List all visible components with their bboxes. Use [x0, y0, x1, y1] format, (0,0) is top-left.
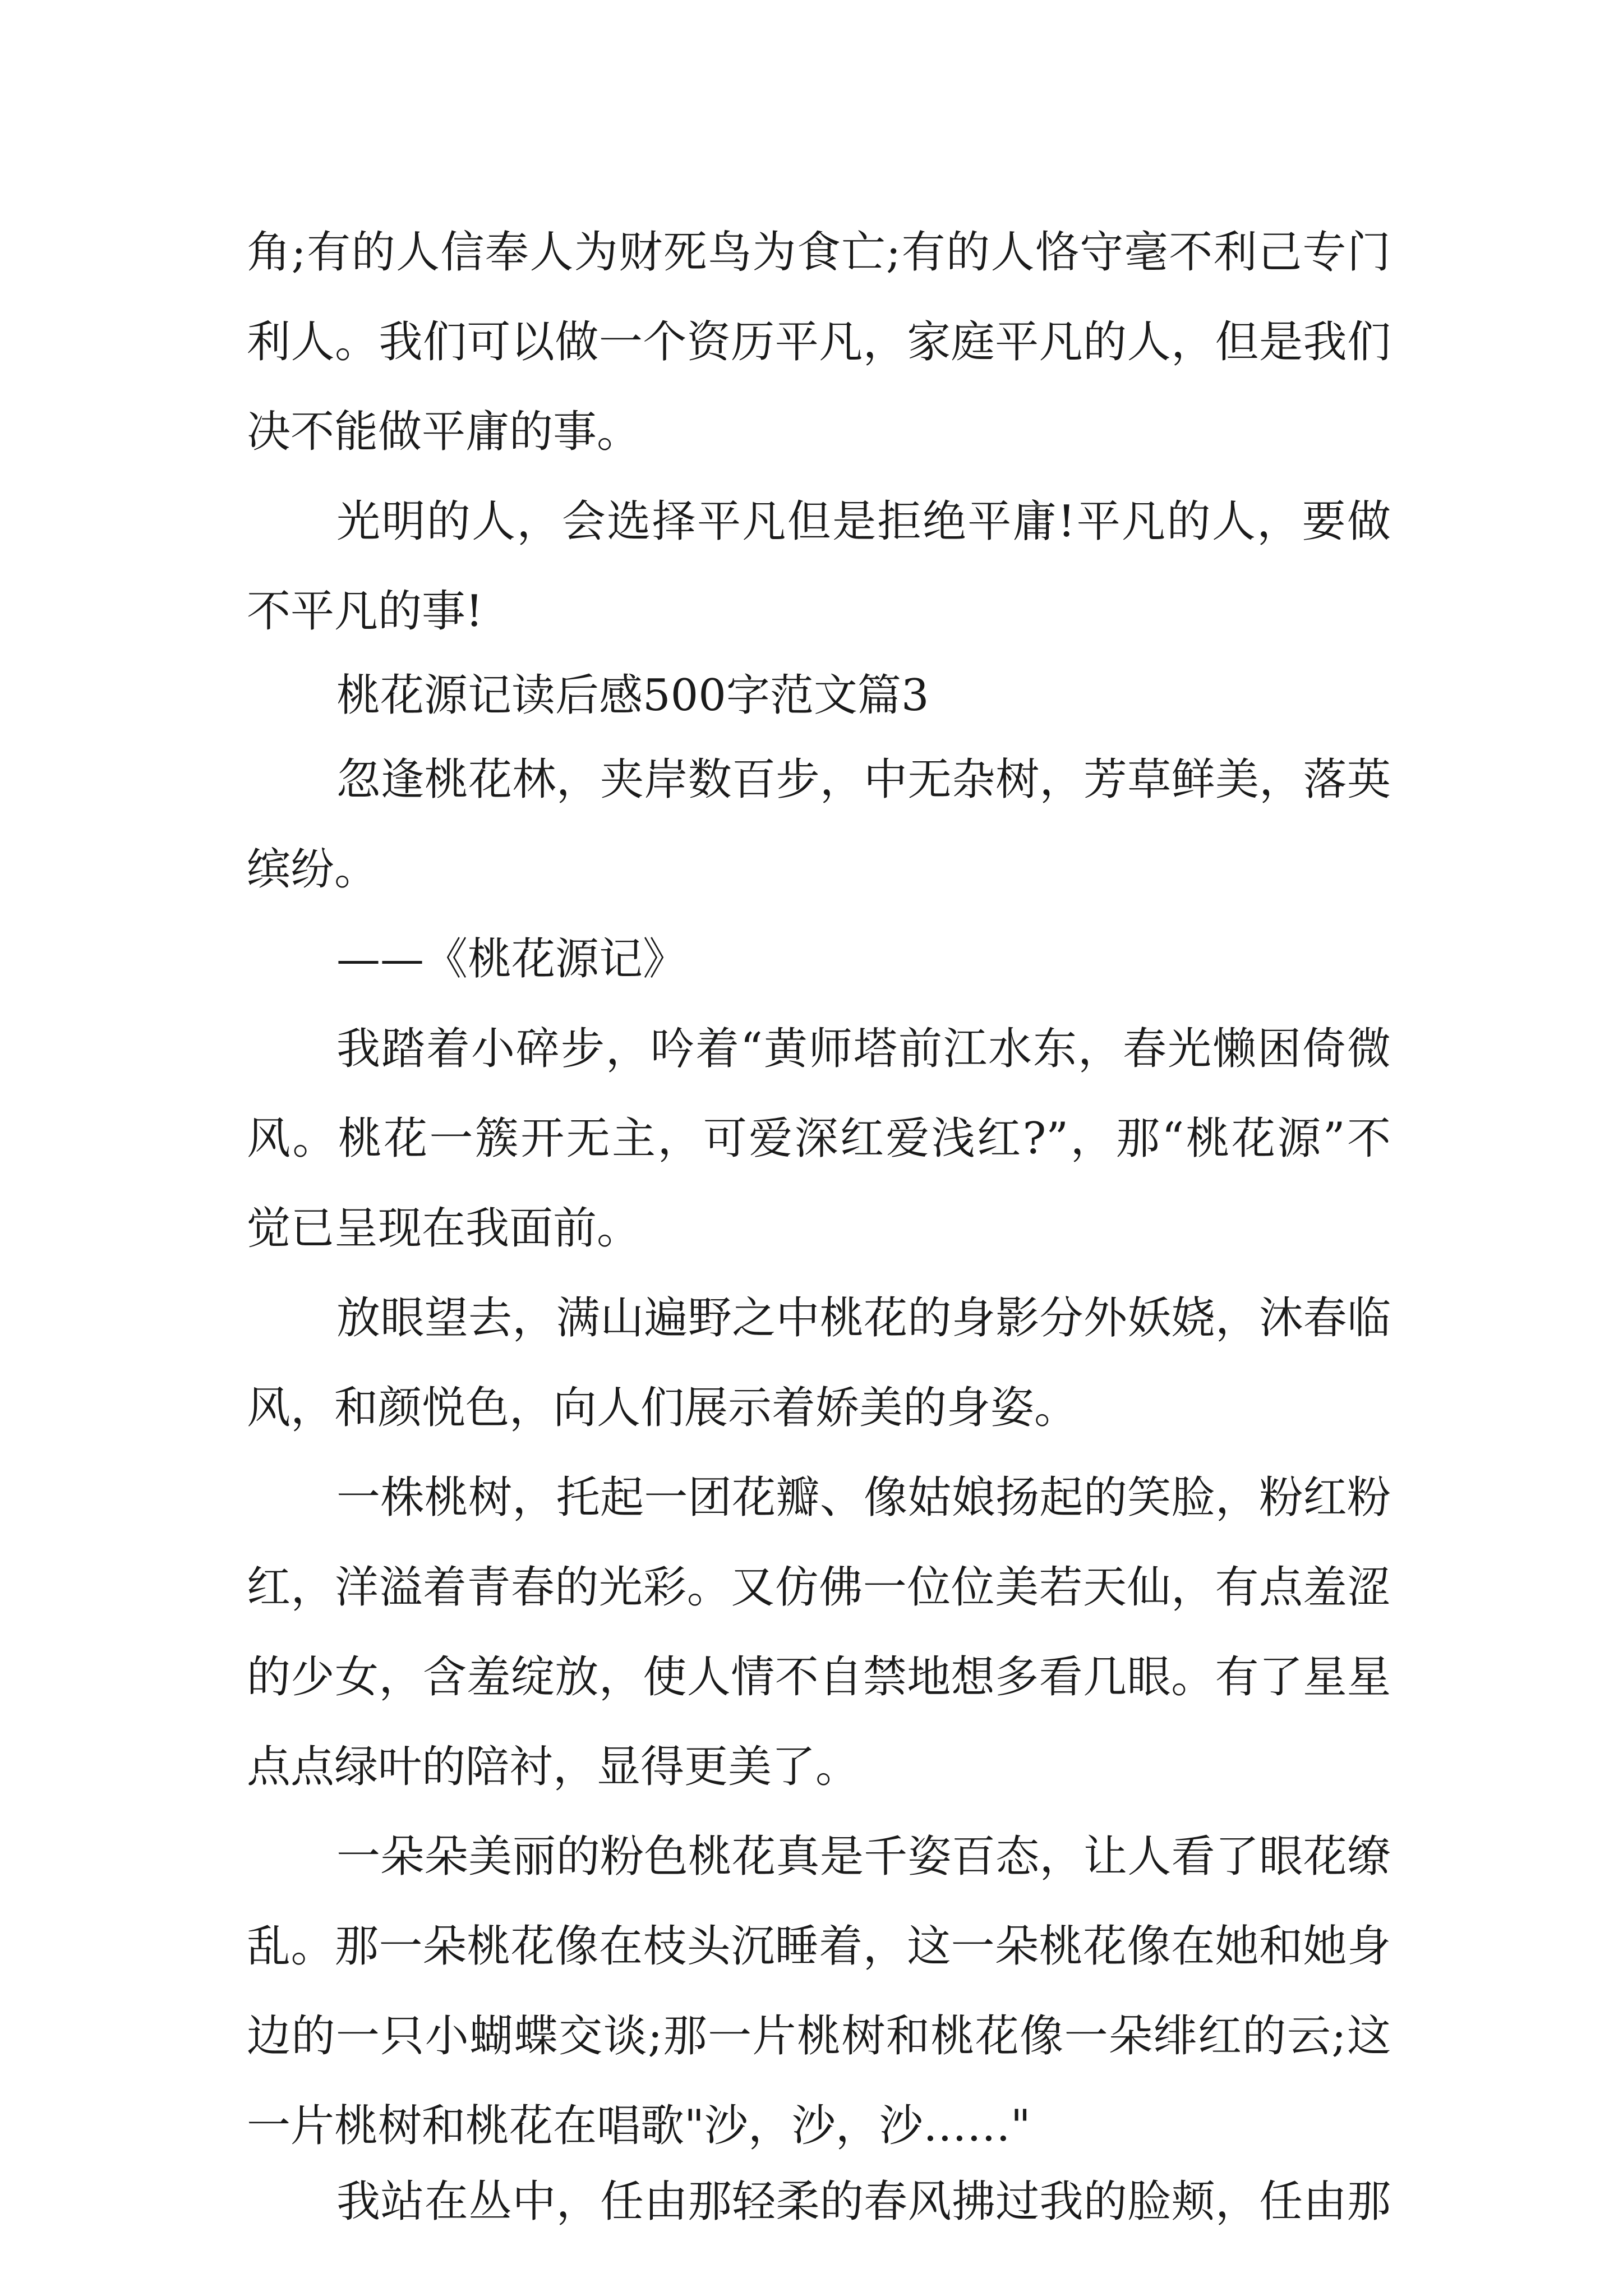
text-line: 乱。那一朵桃花像在枝头沉睡着，这一朵桃花像在她和她身 — [247, 1921, 1391, 1972]
section-heading: 桃花源记读后感500字范文篇3 — [336, 670, 929, 721]
text-line: 缤纷。 — [247, 844, 379, 895]
text-line: 光明的人，会选择平凡但是拒绝平庸!平凡的人，要做 — [336, 496, 1391, 547]
text-line: 角;有的人信奉人为财死鸟为食亡;有的人恪守毫不利己专门 — [247, 227, 1391, 278]
text-line: 一朵朵美丽的粉色桃花真是千姿百态，让人看了眼花缭 — [336, 1832, 1391, 1882]
text-line: 我站在丛中，任由那轻柔的春风拂过我的脸颊，任由那 — [336, 2177, 1391, 2227]
text-line: 一株桃树，托起一团花瓣、像姑娘扬起的笑脸，粉红粉 — [336, 1473, 1391, 1523]
text-line: 我踏着小碎步，吟着“黄师塔前江水东，春光懒困倚微 — [336, 1024, 1391, 1074]
text-line: 风。桃花一簇开无主，可爱深红爱浅红?”，那“桃花源”不 — [247, 1114, 1391, 1164]
text-line: 放眼望去，满山遍野之中桃花的身影分外妖娆，沐春临 — [336, 1293, 1391, 1343]
text-line: 不平凡的事! — [247, 586, 483, 637]
text-line: 红，洋溢着青春的光彩。又仿佛一位位美若天仙，有点羞涩 — [247, 1562, 1391, 1613]
text-line: 边的一只小蝴蝶交谈;那一片桃树和桃花像一朵绯红的云;这 — [247, 2011, 1391, 2062]
text-line: 点点绿叶的陪衬，显得更美了。 — [247, 1742, 860, 1792]
text-line: 风，和颜悦色，向人们展示着娇美的身姿。 — [247, 1383, 1078, 1433]
text-line: 忽逢桃花林，夹岸数百步，中无杂树，芳草鲜美，落英 — [336, 754, 1391, 805]
quote-attribution: ——《桃花源记》 — [336, 934, 687, 984]
text-line: 的少女，含羞绽放，使人情不自禁地想多看几眼。有了星星 — [247, 1652, 1391, 1703]
text-line: 利人。我们可以做一个资历平凡，家庭平凡的人，但是我们 — [247, 317, 1391, 367]
text-line: 一片桃树和桃花在唱歌"沙，沙，沙……" — [247, 2101, 1031, 2151]
text-line: 决不能做平庸的事。 — [247, 407, 641, 457]
text-line: 觉已呈现在我面前。 — [247, 1203, 641, 1254]
